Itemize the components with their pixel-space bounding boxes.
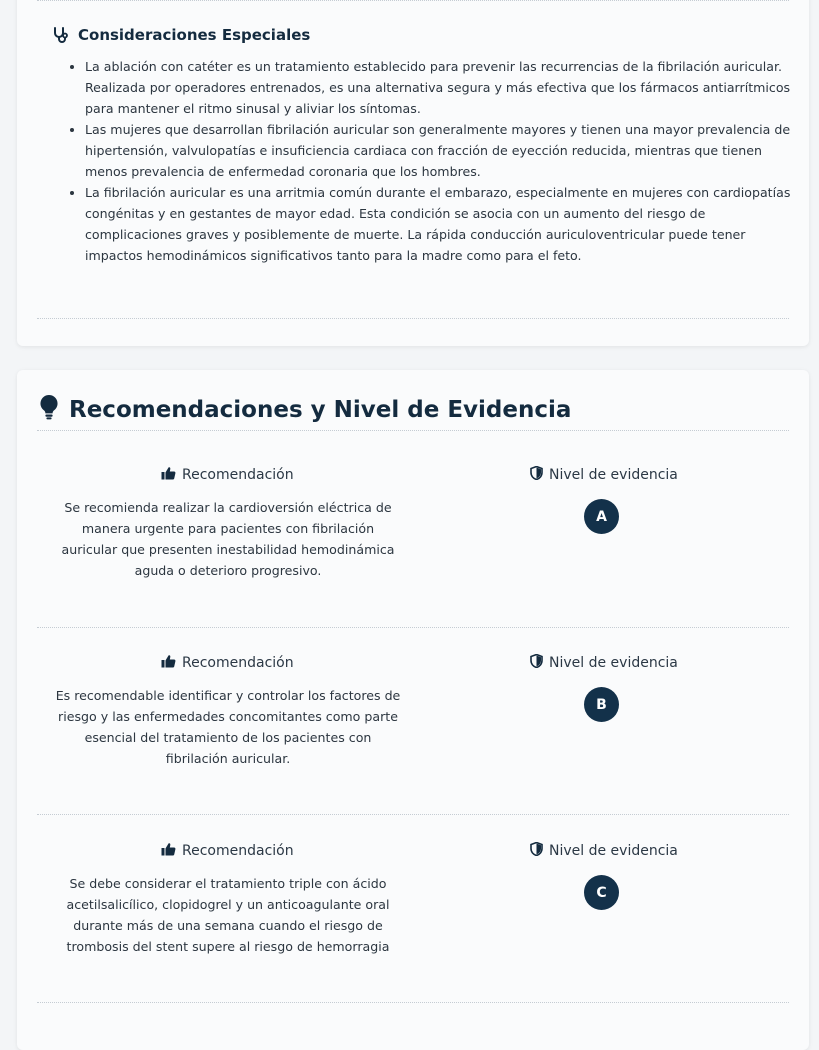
- evidence-level-badge: A: [584, 499, 619, 534]
- evidence-header: [530, 842, 678, 860]
- evidence-header: [530, 654, 678, 672]
- shield-icon: [530, 654, 543, 672]
- stethoscope-icon: [52, 26, 70, 44]
- recommendation-text: Se recomienda realizar la cardioversión eléctrica de manera urgente para pacientes con fibrilación auricular que presenten inestabilidad hemodinámica aguda o deterioro progresivo.: [61, 500, 395, 578]
- recommendation-label: Recomendación: [182, 655, 294, 671]
- shield-icon: [530, 466, 543, 484]
- evidence-label: Nivel de evidencia: [549, 467, 678, 483]
- recommendation-text: Es recomendable identificar y controlar los factores de riesgo y las enfermedades concomitantes como parte esencial del tratamiento de los pacientes con fibrilación auricular.: [55, 688, 401, 766]
- shield-icon: [530, 842, 543, 860]
- considerations-list: [69, 56, 800, 266]
- evidence-header: [530, 466, 678, 484]
- special-considerations-title: Consideraciones Especiales: [78, 26, 311, 44]
- divider: [37, 0, 789, 1]
- divider: [37, 814, 789, 815]
- divider: [37, 430, 789, 431]
- recommendation-header: [161, 654, 294, 672]
- special-considerations-card: [17, 0, 809, 346]
- recommendation-label: Recomendación: [182, 843, 294, 859]
- recommendation-header: [161, 466, 294, 484]
- list-item: • Las mujeres que desarrollan fibrilación auricular son generalmente mayores y tienen una mayor prevalencia de hipertensión, valvulopatías e insuficiencia cardiaca con fracción de eyección reducida, mientras que tienen menos prevalencia de enfermedad coronaria que los hombres.: [85, 119, 800, 182]
- recommendations-title: Recomendaciones y Nivel de Evidencia: [69, 397, 572, 423]
- lightbulb-icon: [39, 394, 59, 426]
- recommendations-heading: [39, 394, 571, 426]
- evidence-level-badge: C: [584, 875, 619, 910]
- recommendation-text: Se debe considerar el tratamiento triple con ácido acetilsalicílico, clopidogrel y un anticoagulante oral durante más de una semana cuando el riesgo de trombosis del stent supere al riesgo de hemorragia: [66, 876, 390, 954]
- divider: [37, 1002, 789, 1003]
- thumbs-up-icon: [161, 654, 176, 672]
- evidence-label: Nivel de evidencia: [549, 843, 678, 859]
- recommendations-card: [17, 370, 809, 1050]
- divider: [37, 627, 789, 628]
- recommendation-label: Recomendación: [182, 467, 294, 483]
- list-item: • La fibrilación auricular es una arritmia común durante el embarazo, especialmente en mujeres con cardiopatías congénitas y en gestantes de mayor edad. Esta condición se asocia con un aumento del riesgo de complicaciones graves y posiblemente de muerte. La rápida conducción auriculoventricular puede tener impactos hemodinámicos significativos tanto para la madre como para el feto.: [85, 182, 800, 266]
- evidence-level-badge: B: [584, 687, 619, 722]
- list-item: • La ablación con catéter es un tratamiento establecido para prevenir las recurrencias de la fibrilación auricular. Realizada por operadores entrenados, es una alternativa segura y más efectiva que los fármacos antiarrítmicos para mantener el ritmo sinusal y aliviar los síntomas.: [85, 56, 800, 119]
- divider: [37, 318, 789, 319]
- special-considerations-heading: [52, 26, 310, 44]
- recommendation-row: [17, 466, 809, 654]
- thumbs-up-icon: [161, 842, 176, 860]
- thumbs-up-icon: [161, 466, 176, 484]
- evidence-label: Nivel de evidencia: [549, 655, 678, 671]
- recommendation-header: [161, 842, 294, 860]
